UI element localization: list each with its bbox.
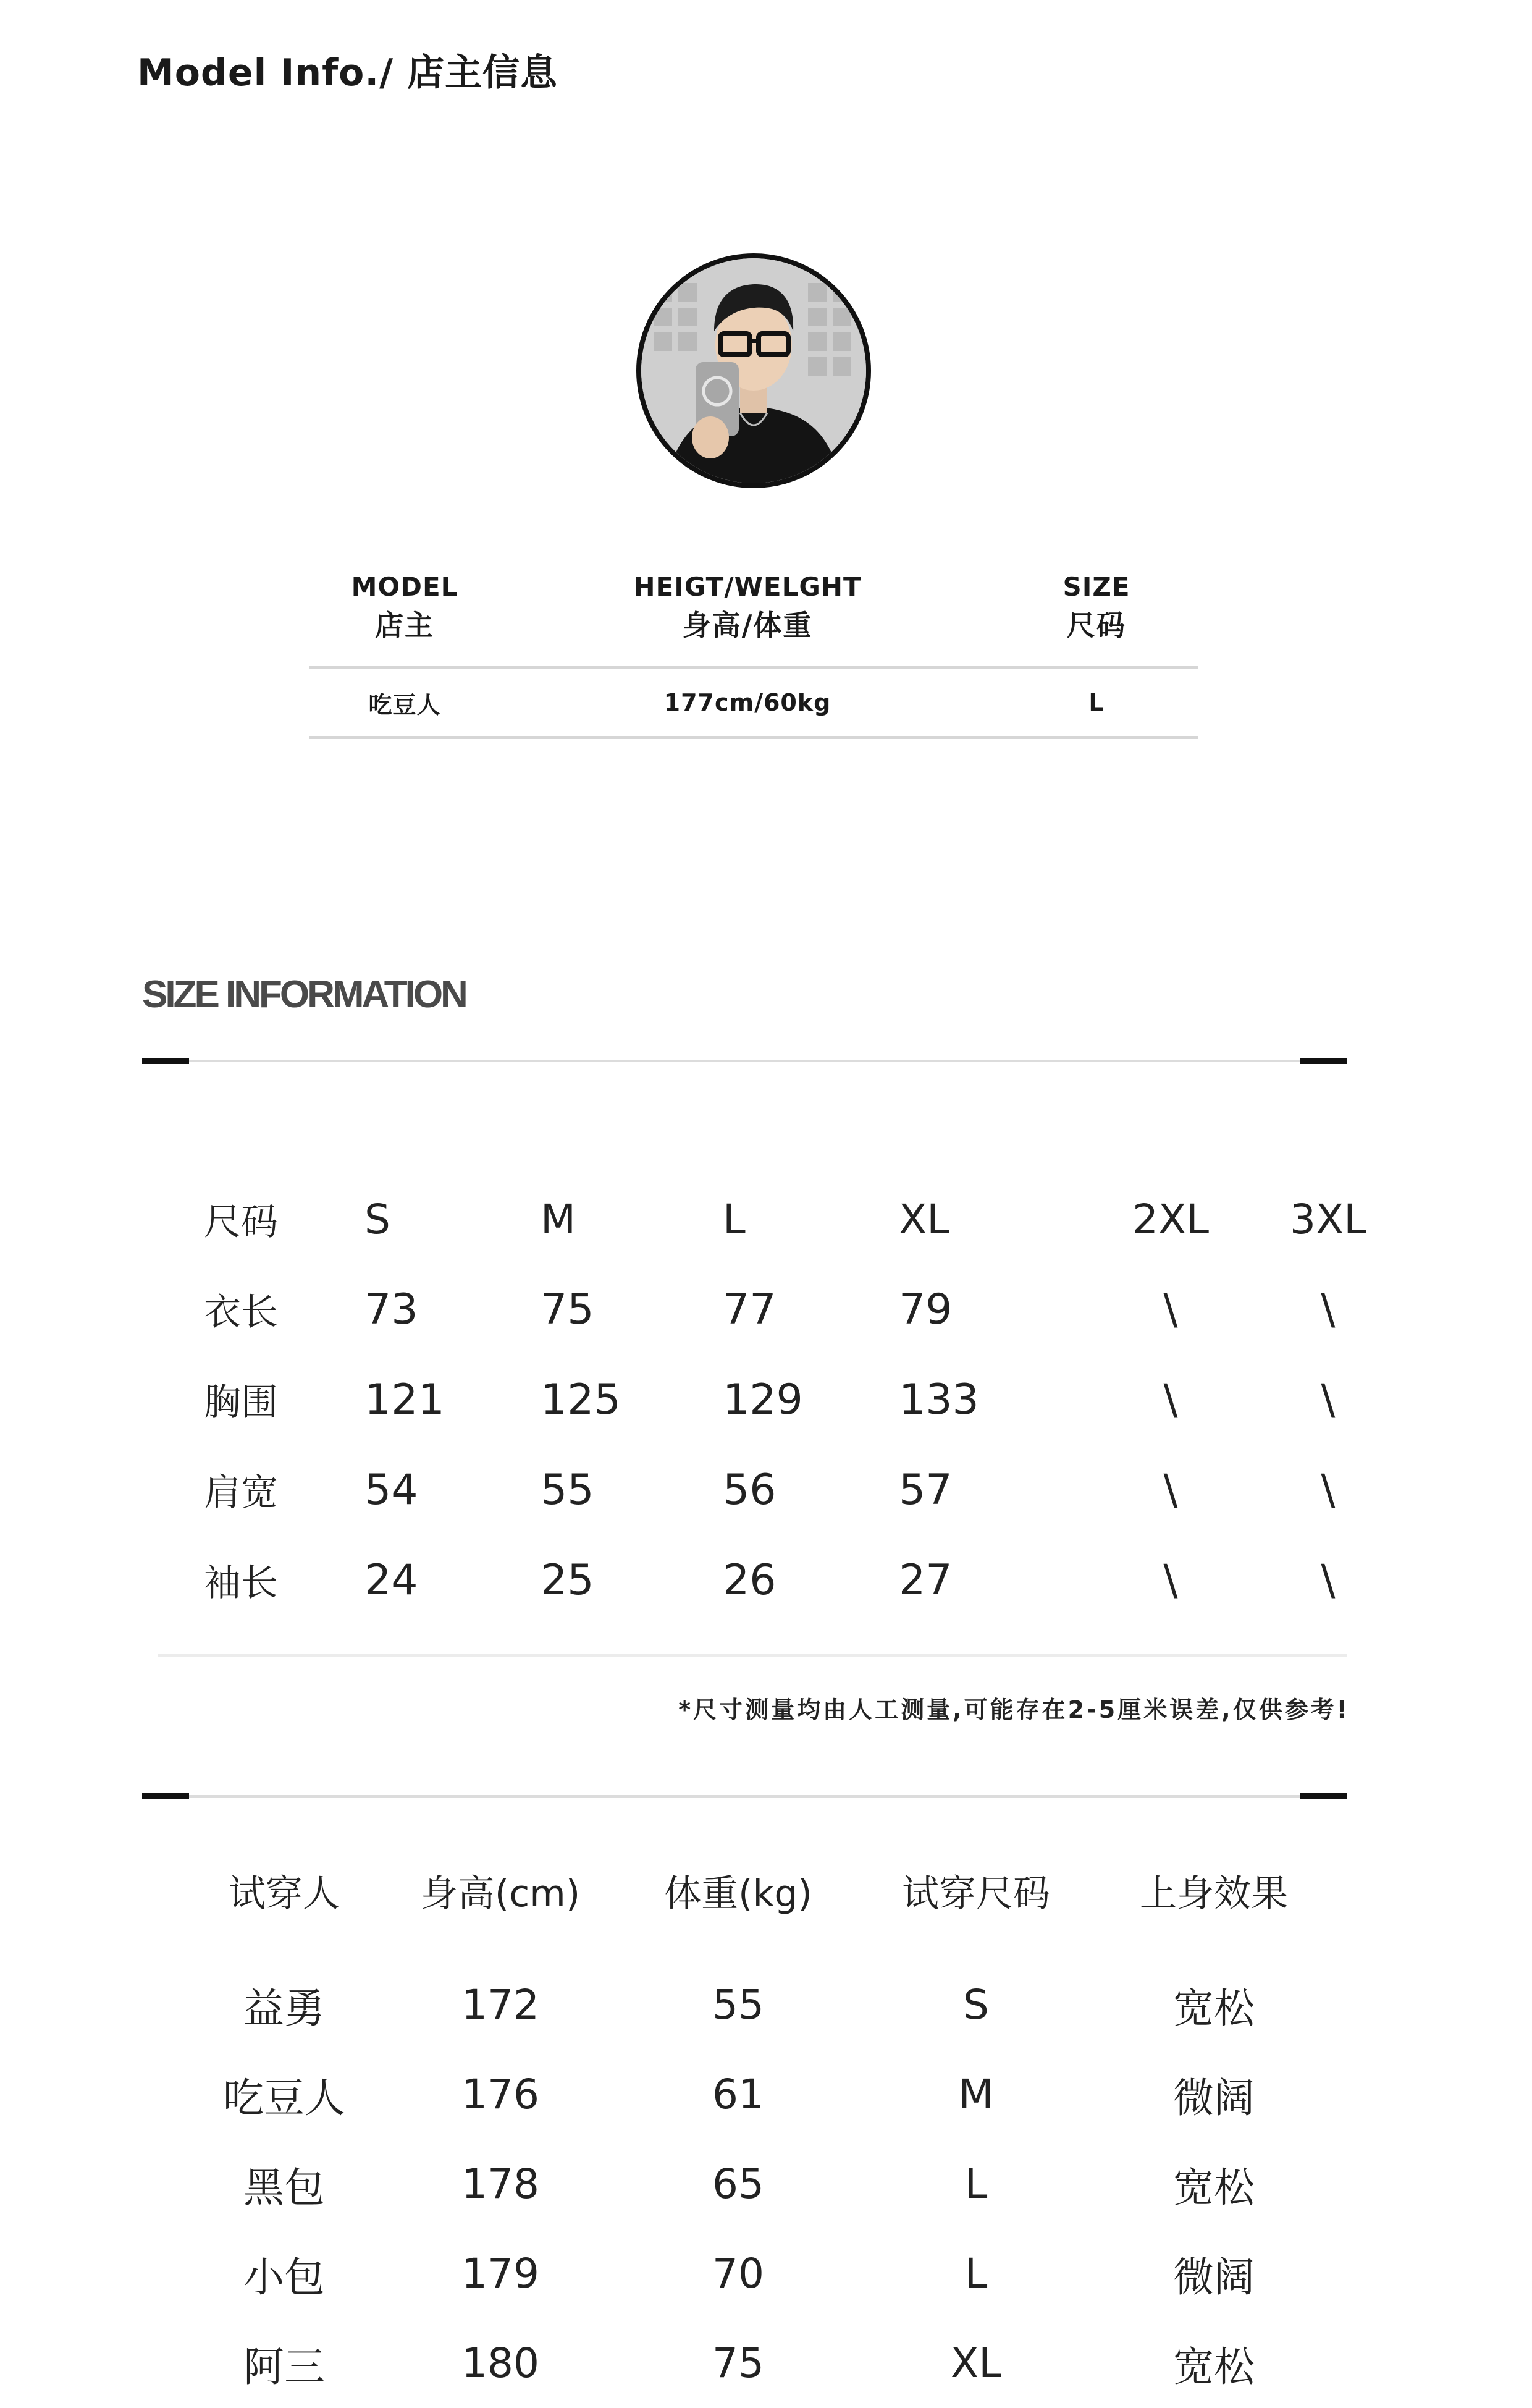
table-cell: \: [1163, 1555, 1178, 1605]
divider-line: [142, 1060, 1347, 1062]
model-info-header-row: [309, 568, 1198, 669]
divider-cap-left: [142, 1058, 189, 1064]
height-weight-column-header: [500, 568, 995, 645]
table-row: [185, 2229, 1334, 2318]
table-cell: 121: [364, 1375, 445, 1424]
table-cell: \: [1321, 1285, 1336, 1334]
table-header-cell: XL: [899, 1195, 949, 1243]
model-name: 吃豆人: [368, 691, 441, 719]
table-cell: \: [1163, 1285, 1178, 1334]
table-row: [185, 2318, 1334, 2408]
column-header-cn: 店主: [375, 609, 434, 642]
column-header-cn: 身高/体重: [682, 609, 813, 642]
table-cell: 73: [364, 1285, 418, 1334]
table-cell: 77: [723, 1285, 777, 1334]
table-cell: 57: [899, 1465, 953, 1515]
model-height-weight: 177cm/60kg: [663, 689, 831, 716]
table-row: [204, 1445, 1405, 1535]
table-cell: 178: [461, 2160, 539, 2208]
model-size: L: [1088, 689, 1105, 716]
table-cell: L: [964, 2160, 988, 2208]
table-cell: 56: [723, 1465, 777, 1515]
divider-line: [142, 1795, 1347, 1798]
table-cell: 胸围: [204, 1381, 278, 1424]
table-header-cell: 身高(cm): [420, 1872, 581, 1916]
table-cell: 阿三: [243, 2343, 325, 2391]
table-cell: 益勇: [243, 1985, 325, 2032]
table-header-cell: 3XL: [1290, 1195, 1366, 1243]
section-divider: [142, 1794, 1347, 1798]
page-title: Model Info./ 店主信息: [137, 51, 558, 95]
model-info-value-row: [309, 669, 1198, 739]
table-cell: 70: [712, 2250, 764, 2297]
table-cell: 176: [461, 2071, 539, 2118]
table-cell: 172: [461, 1981, 539, 2029]
table-cell: 微阔: [1173, 2074, 1255, 2122]
table-cell: 27: [899, 1555, 953, 1605]
size-column-header: [995, 568, 1198, 645]
table-header-cell: 体重(kg): [664, 1872, 812, 1916]
size-table-bottom-line: [158, 1654, 1347, 1657]
table-cell: 79: [899, 1285, 953, 1334]
measurement-note: *尺寸测量均由人工测量,可能存在2-5厘米误差,仅供参考!: [678, 1696, 1350, 1723]
table-row: [185, 2139, 1334, 2229]
table-cell: 179: [461, 2250, 539, 2297]
column-header-en: SIZE: [1063, 572, 1130, 602]
size-section-title: SIZE INFORMATION: [142, 973, 466, 1016]
table-cell: 黑包: [243, 2164, 325, 2212]
table-header-cell: 试穿人: [229, 1872, 340, 1916]
table-cell: 133: [899, 1375, 979, 1424]
table-cell: 180: [461, 2339, 539, 2387]
table-cell: 微阔: [1173, 2254, 1255, 2301]
table-cell: 65: [712, 2160, 764, 2208]
fitting-table-header-row: [185, 1854, 1334, 1928]
table-cell: 55: [541, 1465, 594, 1515]
table-cell: \: [1163, 1375, 1178, 1424]
table-cell: 55: [712, 1981, 764, 2029]
divider-cap-left: [142, 1793, 189, 1799]
table-cell: 吃豆人: [223, 2074, 345, 2122]
table-cell: 75: [541, 1285, 594, 1334]
table-cell: M: [958, 2071, 994, 2118]
table-cell: 125: [541, 1375, 621, 1424]
divider-cap-right: [1300, 1058, 1347, 1064]
table-cell: 小包: [243, 2254, 325, 2301]
table-header-cell: 2XL: [1132, 1195, 1209, 1243]
table-cell: XL: [951, 2339, 1001, 2387]
table-row: [204, 1354, 1405, 1445]
section-divider: [142, 1059, 1347, 1063]
table-cell: 26: [723, 1555, 777, 1605]
table-cell: 129: [723, 1375, 803, 1424]
table-cell: 75: [712, 2339, 764, 2387]
column-header-en: HEIGT/WELGHT: [633, 572, 862, 602]
table-cell: 衣长: [204, 1291, 278, 1334]
fitting-table: [185, 1854, 1334, 2408]
table-cell: S: [963, 1981, 989, 2029]
table-row: [204, 1264, 1405, 1354]
table-cell: L: [964, 2250, 988, 2297]
table-cell: 袖长: [204, 1561, 278, 1605]
table-header-cell: 上身效果: [1140, 1872, 1288, 1916]
table-header-cell: M: [541, 1195, 576, 1243]
table-cell: 宽松: [1173, 1985, 1255, 2032]
table-cell: 54: [364, 1465, 418, 1515]
model-info-table: [309, 568, 1198, 739]
table-header-cell: S: [364, 1195, 390, 1243]
table-cell: \: [1321, 1555, 1336, 1605]
model-photo: [641, 258, 866, 483]
table-cell: 宽松: [1173, 2164, 1255, 2212]
table-cell: 肩宽: [204, 1471, 278, 1515]
table-row: [185, 2050, 1334, 2139]
model-column-header: [309, 568, 500, 645]
column-header-en: MODEL: [351, 572, 458, 602]
table-row: [185, 1960, 1334, 2050]
column-header-cn: 尺码: [1067, 609, 1126, 642]
table-cell: 61: [712, 2071, 764, 2118]
size-table-header-row: [204, 1174, 1405, 1264]
table-header-cell: L: [723, 1195, 746, 1243]
table-header-cell: 试穿尺码: [902, 1872, 1050, 1916]
table-cell: 宽松: [1173, 2343, 1255, 2391]
avatar: [636, 253, 871, 488]
table-row: [204, 1535, 1405, 1625]
table-header-cell: 尺码: [204, 1201, 278, 1244]
fitting-table-spacer: [185, 1928, 1334, 1960]
table-cell: \: [1321, 1375, 1336, 1424]
table-cell: 24: [364, 1555, 418, 1605]
table-cell: 25: [541, 1555, 594, 1605]
size-table: [204, 1174, 1405, 1625]
table-cell: \: [1321, 1465, 1336, 1515]
divider-cap-right: [1300, 1793, 1347, 1799]
table-cell: \: [1163, 1465, 1178, 1515]
